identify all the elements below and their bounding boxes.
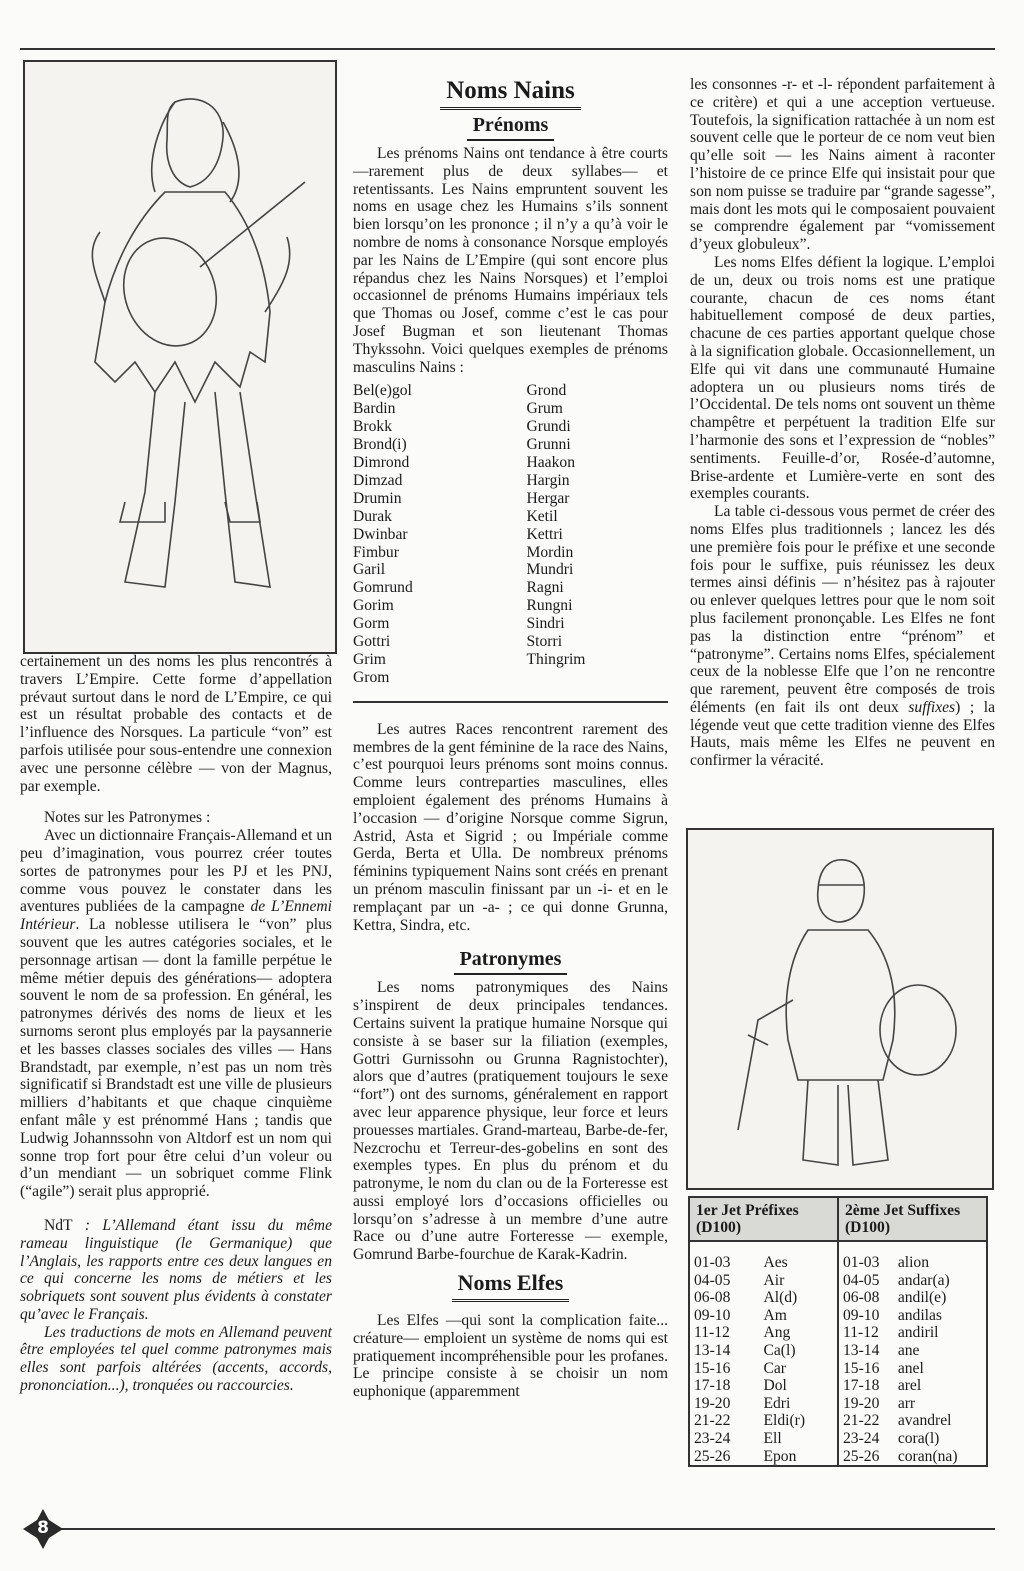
dwarf-name-item: Grunni: [526, 436, 571, 454]
dwarf-name-item: Mordin: [526, 543, 574, 561]
subsection-title-prenoms: Prénoms: [353, 112, 668, 141]
table-row: [689, 1254, 987, 1272]
table-row: [689, 1448, 987, 1467]
dwarf-name-item: Dimzad: [353, 471, 403, 489]
bottom-rule: [60, 1528, 995, 1530]
prefix-header: 1er Jet Préfixes (D100): [689, 1197, 838, 1241]
left-para-2: Avec un dictionnaire Français-Allemand et un peu d’imagination, vous pourrez créer toutes sortes de patronymes pour les PJ et les PNJ, comme vous pouvez le constater dans les aventures publiées de la campagne de L’Ennemi Intérieur. La noblesse utilisera le “von” plus souvent que les autres catégories sociales, et le personnage artisan — dont la famille perpétue le même métier depuis des générations— adoptera souvent le nom de sa profession. En général, les patronymes dérivés des noms de lieux et les surnoms seront plus employés par la paysannerie et les basses classes sociales des villes — Hans Brandstadt, par exemple, n’est pas un nom très significatif si Brandstadt est une ville de plusieurs milliers d’habitants et que chaque cinquième enfant mâle y est prénommé Hans ; tandis que Ludwig Johannssohn von Altdorf est un nom qui sonne trop fort pour être celui d’un voleur ou d’un mendiant — un sobriquet comme Flink (“agile”) serait plus approprié.: [20, 827, 332, 1201]
prefix-value: Am: [763, 1306, 787, 1324]
left-column: [20, 653, 332, 1395]
table-row: [689, 1412, 987, 1430]
prefix-roll: 21-22: [689, 1412, 759, 1430]
left-para-3: Les traductions de mots en Allemand peuvent être employées tel quel comme patronymes mais elles sont parfois altérées (accents, accords, prononciation...), tronquées ou raccourcies.: [20, 1323, 332, 1395]
dwarf-name-item: Rungni: [526, 597, 573, 615]
names-box-rule: [353, 701, 668, 703]
names-right-column: [495, 382, 669, 686]
suffix-roll: 19-20: [838, 1395, 894, 1413]
dwarf-name-item: Dwinbar: [353, 525, 408, 543]
elf-names-table: [688, 1196, 988, 1467]
dwarf-name-item: Thingrim: [526, 650, 586, 668]
subsection-title-patronymes: Patronymes: [353, 946, 668, 975]
suffix-value: andiril: [894, 1324, 987, 1342]
dwarf-name-item: Grom: [353, 668, 390, 686]
prefix-roll: 13-14: [689, 1342, 759, 1360]
notes-title: Notes sur les Patronymes :: [44, 809, 211, 827]
prefix-value: Ang: [763, 1324, 791, 1342]
suffix-roll: 21-22: [838, 1412, 894, 1430]
suffix-value: arr: [894, 1395, 987, 1413]
bard-illustration: [23, 60, 337, 654]
page-number: 8: [37, 1518, 49, 1538]
dwarf-name-item: Gomrund: [353, 579, 413, 597]
prefix-roll: 17-18: [689, 1377, 759, 1395]
suffix-roll: 09-10: [838, 1307, 894, 1325]
suffix-roll: 11-12: [838, 1324, 894, 1342]
elf-names-table-body: [689, 1241, 987, 1466]
suffix-roll: 23-24: [838, 1430, 894, 1448]
bard-drawing: [25, 62, 335, 652]
dwarf-name-item: Brond(i): [353, 436, 407, 454]
dwarf-name-item: Bardin: [353, 400, 396, 418]
dwarf-name-item: Ragni: [526, 579, 564, 597]
prefix-value: Air: [763, 1271, 785, 1289]
prefix-value: Dol: [763, 1377, 787, 1395]
prefix-roll: 04-05: [689, 1272, 759, 1290]
prefix-roll: 09-10: [689, 1307, 759, 1325]
prefix-roll: 19-20: [689, 1395, 759, 1413]
feminine-names-para: Les autres Races rencontrent rarement des membres de la gent féminine de la race des Nains, c’est pourquoi leurs prénoms sont moins connus. Comme leurs contreparties masculines, elles emploient également des prénoms Humains à l’occasion — d’origine Norsque comme Sigrun, Astrid, Asta et Sigrid ; ou Impériale comme Gerda, Berta et Ulla. De nombreux prénoms féminins typiquement Nains sont créés en prenant un prénom masculin finissant par un -i- et en le remplaçant par un -a- ; ce qui donne Grunna, Kettra, Sindra, etc.: [353, 720, 668, 934]
dwarf-name-item: Ketil: [526, 507, 558, 525]
suffix-value: ane: [894, 1342, 987, 1360]
dwarf-name-item: Haakon: [526, 453, 575, 471]
prefix-roll: 25-26: [689, 1448, 759, 1467]
prefix-roll: 06-08: [689, 1289, 759, 1307]
dwarf-name-item: Kettri: [526, 525, 563, 543]
table-row: [689, 1307, 987, 1325]
suffix-value: anel: [894, 1360, 987, 1378]
suffix-roll: 17-18: [838, 1377, 894, 1395]
suffix-value: andar(a): [894, 1272, 987, 1290]
dwarf-name-item: Grim: [353, 650, 386, 668]
prefix-value: Epon: [759, 1448, 838, 1467]
left-para-1: certainement un des noms les plus rencontrés à travers L’Empire. Cette forme d’appellation prévaut surtout dans le nord de L’Empire, ce qui est un résultat probable des contacts et de l’influence des Norsques. La particule “von” est parfois utilisée pour sous-entendre une connexion avec une personne célèbre — von der Magnus, par exemple.: [20, 653, 332, 795]
prefix-value: Ca(l): [763, 1341, 796, 1359]
suffix-roll: 04-05: [838, 1272, 894, 1290]
section-title-noms-elfes: Noms Elfes: [353, 1268, 668, 1302]
suffix-value: andilas: [894, 1307, 987, 1325]
suffix-value: andil(e): [894, 1289, 987, 1307]
dwarf-names-list: [353, 382, 668, 686]
table-row: [689, 1324, 987, 1342]
warrior-illustration: [686, 828, 994, 1190]
dwarf-name-item: Bel(e)gol: [353, 382, 412, 400]
dwarf-name-item: Drumin: [353, 489, 402, 507]
prefix-roll: 23-24: [689, 1430, 759, 1448]
right-para-1: les consonnes -r- et -l- répondent parfaitement à ce critère) et qui a une acception vertueuse. Toutefois, la signification rattachée à un nom est souvent celle que le porteur de ce nom veut bien qu’elle soit — les Nains aiment à raconter l’histoire de ce prince Elfe qui insistait pour que son nom puisse se traduire par “grande sagesse”, mais dont les mots qui le composaient pouvaient se comprendre également par “vomissement d’yeux globuleux”.: [690, 76, 995, 254]
prenoms-intro: Les prénoms Nains ont tendance à être courts —rarement plus de deux syllabes— et retentissants. Les Nains empruntent souvent les noms en usage chez les Humains s’ils sonnent bien lorsqu’on les prononce ; il n’y a qu’à voir le nombre de noms à consonance Norsque employés par les Nains de L’Empire (qui sont encore plus répandus chez les Nains Norsques) et l’emploi occasionnel de prénoms Humains impériaux tels que Thomas ou Josef, comme c’est le cas pour Josef Bugman et son lieutenant Thomas Thykssohn. Voici quelques exemples de prénoms masculins Nains :: [353, 145, 668, 376]
prefix-value: Eldi(r): [763, 1412, 806, 1430]
dwarf-name-item: Gorim: [353, 597, 394, 615]
table-row: [689, 1360, 987, 1378]
dwarf-name-item: Gottri: [353, 633, 391, 651]
table-row: [689, 1272, 987, 1290]
table-row: [689, 1289, 987, 1307]
suffix-value: alion: [894, 1254, 987, 1272]
top-rule: [20, 48, 995, 50]
elfes-intro: Les Elfes —qui sont la complication faite... créature— emploient un système de noms qui est pratiquement incompréhensible pour les profanes. Le principe consiste à se choisir un nom euphonique (apparemment: [353, 1312, 668, 1401]
patronymes-para: Les noms patronymiques des Nains s’inspirent de deux principales tendances. Certains suivent la pratique humaine Norsque qui consiste à se baser sur la filiation (exemples, Gottri Gurnissohn ou Grunna Ragnistochter), alors que d’autres (pratiquement toujours le sexe “fort”) ont des surnoms, généralement en rapport avec leur apparence physique, leur force et leurs prouesses martiales. Grand-marteau, Barbe-de-fer, Nezcrochu et Terreur-des-gobelins en sont des exemples types. En plus du prénom et du patronyme, le nom du clan ou de la Forteresse est aussi employé lors d’occasions officielles ou lorsqu’on s’adresse à un membre d’une autre Race ou d’une autre Forteresse — exemple, Gomrund Barbe-fourchue de Karak-Kadrin.: [353, 979, 668, 1264]
right-column: [690, 76, 995, 770]
dwarf-name-item: Sindri: [526, 615, 565, 633]
table-row: [689, 1395, 987, 1413]
dwarf-name-item: Hargin: [526, 471, 570, 489]
suffix-value: coran(na): [894, 1448, 987, 1467]
right-para-3: La table ci-dessous vous permet de créer des noms Elfes plus traditionnels ; lancez les dés une première fois pour le préfixe et une seconde fois pour le suffixe, puis réunissez les deux termes ainsi définis — n’hésitez pas à rajouter ou enlever quelques lettres pour que le nom soit plus facilement prononçable. Les Elfes ne font pas la distinction entre “prénom” et “patronyme”. Certains noms Elfes, spécialement ceux de la noblesse Elfe que l’on ne rencontre que rarement, peuvent être composés de trois éléments (en fait ils ont deux suffixes) ; la légende veut que cette tradition vienne des Elfes Hauts, mais même les Elfes ne peuvent en confirmer la véracité.: [690, 503, 995, 770]
table-row: [689, 1430, 987, 1448]
dwarf-name-item: Durak: [353, 507, 392, 525]
section-title-noms-nains: Noms Nains: [353, 76, 668, 110]
prefix-value: Ell: [763, 1429, 782, 1447]
table-row: [689, 1342, 987, 1360]
prefix-value: Aes: [763, 1254, 788, 1271]
suffix-roll: 06-08: [838, 1289, 894, 1307]
dwarf-name-item: Hergar: [526, 489, 570, 507]
suffix-roll: 15-16: [838, 1360, 894, 1378]
dwarf-name-item: Garil: [353, 561, 386, 579]
page-number-badge: [22, 1508, 64, 1550]
dwarf-name-item: Grum: [526, 400, 563, 418]
dwarf-name-item: Fimbur: [353, 543, 399, 561]
dwarf-name-item: Grond: [526, 382, 567, 400]
prefix-value: Edri: [763, 1394, 791, 1412]
suffix-roll: 25-26: [838, 1448, 894, 1467]
right-para-2: Les noms Elfes défient la logique. L’emploi de un, deux ou trois noms est une pratique courante, chacun de ces noms étant habituellement composé de deux parties, chacune de ces parties apportant quelque chose à la signification globale. Occasionnellement, un Elfe qui vit dans une communauté Humaine adoptera un ou plusieurs noms tirés de l’Occidental. De tels noms ont souvent un thème champêtre et perpétuent la tradition Elfe sur l’harmonie des sons et l’expression de “nobles” sentiments. Feuille-d’or, Rosée-d’automne, Brise-ardente et Lumière-verte en sont des exemples courants.: [690, 253, 995, 503]
suffix-value: cora(l): [894, 1430, 987, 1448]
suffix-roll: 13-14: [838, 1342, 894, 1360]
prefix-roll: 01-03: [689, 1254, 759, 1272]
dwarf-name-item: Storri: [526, 633, 563, 651]
table-row: [689, 1377, 987, 1395]
suffix-value: arel: [894, 1377, 987, 1395]
prefix-roll: 11-12: [689, 1324, 759, 1342]
dwarf-name-item: Mundri: [526, 561, 574, 579]
suffix-roll: 01-03: [838, 1254, 894, 1272]
suffix-header: 2ème Jet Suffixes (D100): [838, 1197, 987, 1241]
prefix-value: Car: [763, 1359, 786, 1377]
dwarf-name-item: Gorm: [353, 615, 390, 633]
prefix-value: Al(d): [763, 1289, 798, 1307]
dwarf-name-item: Grundi: [526, 418, 571, 436]
middle-column: [353, 76, 668, 1401]
ndt-note: NdT : L’Allemand étant issu du même rameau linguistique (le Germanique) que l’Anglais, les rapports entre ces deux langues en ce qui concerne les noms de métiers et les sobriquets sont souvent plus évidents à constater qu’avec le Français.: [20, 1216, 332, 1323]
suffix-value: avandrel: [894, 1412, 987, 1430]
warrior-drawing: [688, 830, 992, 1188]
prefix-roll: 15-16: [689, 1360, 759, 1378]
names-left-column: [353, 382, 495, 686]
dwarf-name-item: Brokk: [353, 418, 392, 436]
dwarf-name-item: Dimrond: [353, 453, 410, 471]
